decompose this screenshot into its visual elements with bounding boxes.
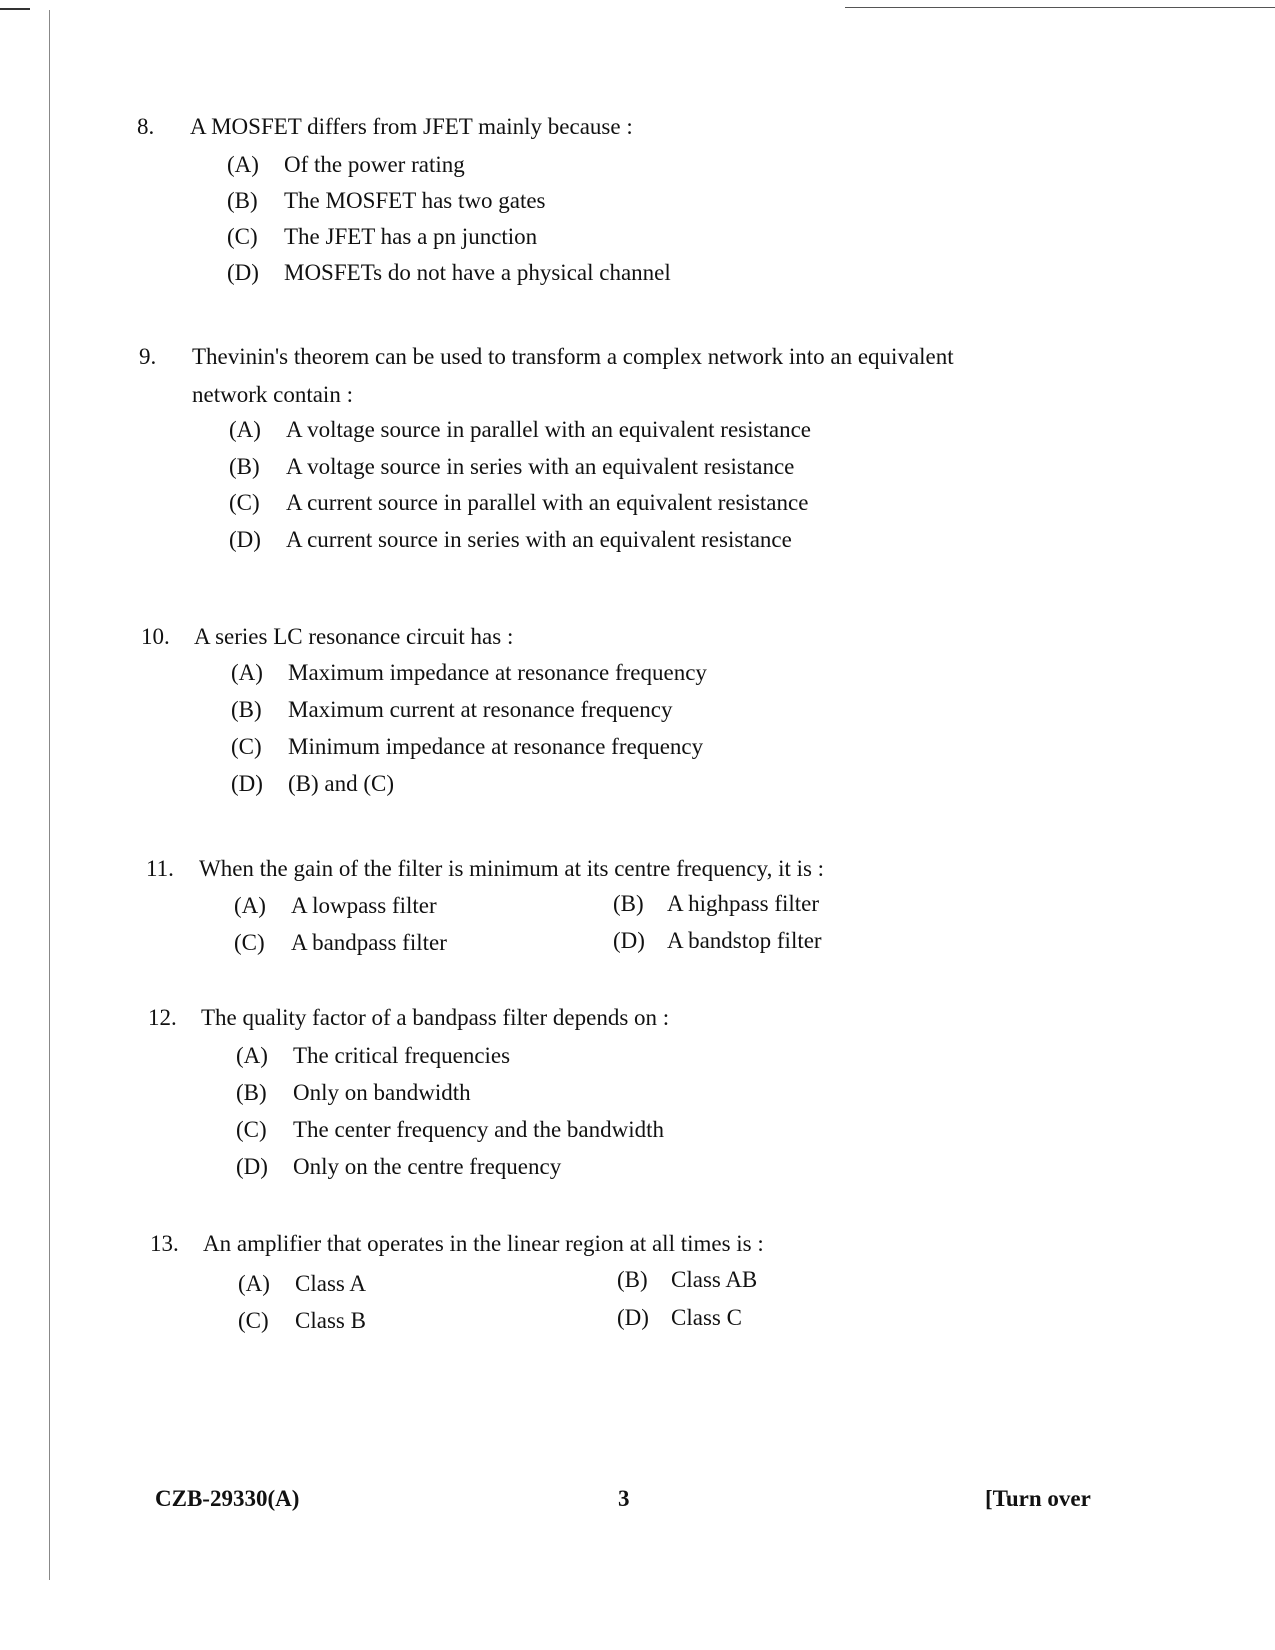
option-text: Class C — [671, 1305, 742, 1330]
option-text: The MOSFET has two gates — [284, 188, 546, 213]
option-text: (B) and (C) — [288, 771, 395, 796]
option-label: (C) — [231, 734, 262, 759]
option-label: (C) — [227, 224, 258, 249]
question-text-continued: network contain : — [192, 382, 353, 407]
option-label: (D) — [229, 527, 261, 552]
option-label: (B) — [231, 697, 262, 722]
option-label: (A) — [234, 893, 266, 918]
option-text: The center frequency and the bandwidth — [293, 1117, 665, 1142]
question-text: An amplifier that operates in the linear region at all times is : — [203, 1231, 764, 1256]
option-label: (B) — [227, 188, 258, 213]
option-label: (C) — [229, 490, 260, 515]
question-text: The quality factor of a bandpass filter depends on : — [201, 1005, 670, 1030]
option-text: A bandpass filter — [291, 930, 447, 955]
question-text: When the gain of the filter is minimum at its centre frequency, it is : — [199, 856, 825, 881]
option-text: Class A — [295, 1271, 366, 1296]
option-label: (A) — [236, 1043, 268, 1068]
option-text: Of the power rating — [284, 152, 465, 177]
option-label: (C) — [238, 1308, 269, 1333]
option-label: (C) — [234, 930, 265, 955]
option-text: A voltage source in series with an equivalent resistance — [286, 454, 795, 479]
option-label: (B) — [229, 454, 260, 479]
option-label: (D) — [236, 1154, 268, 1179]
option-text: A current source in parallel with an equivalent resistance — [286, 490, 809, 515]
option-text: Only on bandwidth — [293, 1080, 471, 1105]
question-number: 13. — [150, 1231, 179, 1256]
question-number: 11. — [146, 856, 174, 881]
question-text: A MOSFET differs from JFET mainly because : — [190, 114, 633, 139]
option-label: (B) — [617, 1267, 648, 1292]
option-text: MOSFETs do not have a physical channel — [284, 260, 671, 285]
question-number: 10. — [141, 624, 170, 649]
option-label: (D) — [617, 1305, 649, 1330]
top-left-rule — [0, 8, 30, 10]
option-text: The JFET has a pn junction — [284, 224, 538, 249]
option-label: (D) — [613, 928, 645, 953]
option-label: (A) — [231, 660, 263, 685]
option-label: (A) — [227, 152, 259, 177]
option-text: Class B — [295, 1308, 366, 1333]
option-text: The critical frequencies — [293, 1043, 511, 1068]
option-label: (A) — [238, 1271, 270, 1296]
question-text: Thevinin's theorem can be used to transform a complex network into an equivalent — [192, 344, 954, 369]
option-label: (D) — [227, 260, 259, 285]
option-text: Class AB — [671, 1267, 758, 1292]
option-label: (B) — [236, 1080, 267, 1105]
option-text: Maximum current at resonance frequency — [288, 697, 673, 722]
top-right-rule — [845, 7, 1275, 8]
option-text: A voltage source in parallel with an equivalent resistance — [286, 417, 811, 442]
page-number: 3 — [618, 1486, 630, 1511]
option-text: A current source in series with an equivalent resistance — [286, 527, 792, 552]
option-label: (A) — [229, 417, 261, 442]
question-number: 12. — [148, 1005, 177, 1030]
question-number: 9. — [139, 344, 157, 369]
question-text: A series LC resonance circuit has : — [194, 624, 514, 649]
option-label: (D) — [231, 771, 263, 796]
paper-code: CZB-29330(A) — [155, 1486, 300, 1511]
question-number: 8. — [137, 114, 155, 139]
option-text: Maximum impedance at resonance frequency — [288, 660, 707, 685]
option-text: Only on the centre frequency — [293, 1154, 562, 1179]
option-text: A lowpass filter — [291, 893, 437, 918]
option-text: A highpass filter — [667, 891, 820, 916]
option-text: Minimum impedance at resonance frequency — [288, 734, 704, 759]
turn-over-note: [Turn over — [985, 1486, 1091, 1511]
binding-margin-line — [49, 10, 50, 1580]
option-text: A bandstop filter — [667, 928, 822, 953]
option-label: (B) — [613, 891, 644, 916]
option-label: (C) — [236, 1117, 267, 1142]
